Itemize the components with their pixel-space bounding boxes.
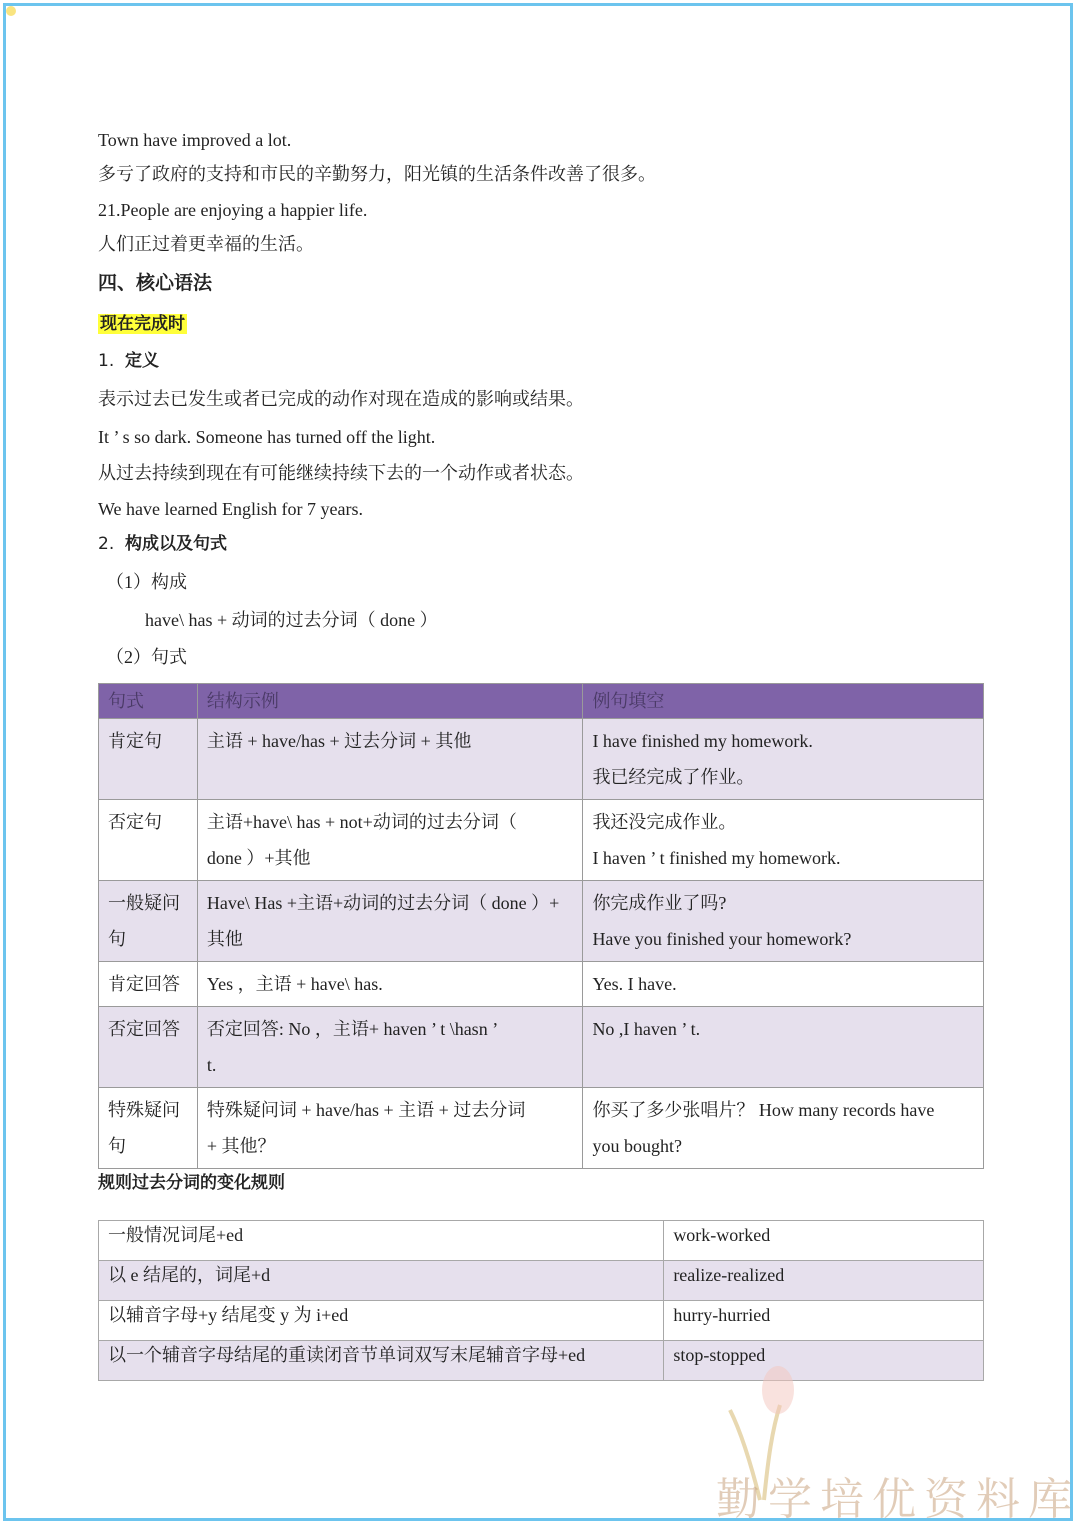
table-cell: No ,I haven ’ t. <box>583 1007 984 1088</box>
table-row <box>99 1341 984 1381</box>
section-heading: 四、核心语法 <box>98 272 213 294</box>
subheading-title: 定义 <box>125 351 160 371</box>
subheading <box>98 532 227 556</box>
rules-table <box>98 1220 984 1381</box>
topic-title <box>98 311 187 336</box>
table-row <box>99 881 984 962</box>
table-cell: 你买了多少张唱片？ How many records have you bought? <box>583 1088 984 1169</box>
formula: have\ has + 动词的过去分词（ done ） <box>145 610 438 630</box>
table-row <box>99 800 984 881</box>
rules-title: 规则过去分词的变化规则 <box>98 1173 285 1193</box>
subheading-title: 构成以及句式 <box>125 534 228 554</box>
table-cell: 一般疑问句 <box>99 881 198 962</box>
table-cell: 否定回答 <box>99 1007 198 1088</box>
text-line: Town have improved a lot. <box>98 130 292 150</box>
sub-item: （1）构成 <box>106 572 187 592</box>
table-cell: 否定回答: No ，主语+ haven ’ t \hasn ’ t. <box>197 1007 583 1088</box>
table-row <box>99 1261 984 1301</box>
example-line: We have learned English for 7 years. <box>98 499 363 519</box>
subheading-number: 1. <box>98 351 115 371</box>
corner-decoration <box>6 6 16 16</box>
sub-item: （2）句式 <box>106 647 187 667</box>
text-line: 表示过去已发生或者已完成的动作对现在造成的影响或结果。 <box>98 389 584 409</box>
table-cell: stop-stopped <box>664 1341 984 1381</box>
table-cell: work-worked <box>664 1221 984 1261</box>
text-line: 多亏了政府的支持和市民的辛勤努力，阳光镇的生活条件改善了很多。 <box>98 164 656 184</box>
table-row <box>99 1301 984 1341</box>
table-cell: 以 e 结尾的，词尾+d <box>99 1261 664 1301</box>
table-cell: 特殊疑问句 <box>99 1088 198 1169</box>
grammar-table-header <box>99 684 984 719</box>
table-cell: 否定句 <box>99 800 198 881</box>
table-cell: 你完成作业了吗? Have you finished your homework? <box>583 881 984 962</box>
table-cell: Have\ Has +主语+动词的过去分词（ done ）+ 其他 <box>197 881 583 962</box>
header-cell: 例句填空 <box>583 684 984 719</box>
table-cell: 以辅音字母+y 结尾变 y 为 i+ed <box>99 1301 664 1341</box>
table-cell: I have finished my homework. 我已经完成了作业。 <box>583 719 984 800</box>
table-cell: 以一个辅音字母结尾的重读闭音节单词双写末尾辅音字母+ed <box>99 1341 664 1381</box>
grammar-table <box>98 683 984 1169</box>
table-cell: 肯定回答 <box>99 962 198 1007</box>
table-cell: 主语+have\ has + not+动词的过去分词（ done ）+其他 <box>197 800 583 881</box>
table-cell: Yes. I have. <box>583 962 984 1007</box>
table-cell: hurry-hurried <box>664 1301 984 1341</box>
table-cell: realize-realized <box>664 1261 984 1301</box>
table-row <box>99 719 984 800</box>
text-line: 人们正过着更幸福的生活。 <box>98 234 314 254</box>
table-cell: 主语 + have/has + 过去分词 + 其他 <box>197 719 583 800</box>
table-row <box>99 962 984 1007</box>
header-cell: 结构示例 <box>197 684 583 719</box>
subheading-number: 2. <box>98 534 115 554</box>
highlighted-topic: 现在完成时 <box>100 314 185 334</box>
watermark-text: 勤学培优资料库 <box>716 1474 1080 1525</box>
table-row <box>99 1007 984 1088</box>
subheading <box>98 349 159 373</box>
table-cell: 肯定句 <box>99 719 198 800</box>
table-cell: 一般情况词尾+ed <box>99 1221 664 1261</box>
table-row <box>99 1221 984 1261</box>
text-line: 21.People are enjoying a happier life. <box>98 200 368 220</box>
table-cell: 我还没完成作业。 I haven ’ t finished my homework. <box>583 800 984 881</box>
table-row <box>99 1088 984 1169</box>
table-cell: 特殊疑问词 + have/has + 主语 + 过去分词 + 其他？ <box>197 1088 583 1169</box>
example-line: It ’ s so dark. Someone has turned off the light. <box>98 427 436 447</box>
header-cell: 句式 <box>99 684 198 719</box>
text-line: 从过去持续到现在有可能继续持续下去的一个动作或者状态。 <box>98 463 584 483</box>
table-cell: Yes ，主语 + have\ has. <box>197 962 583 1007</box>
